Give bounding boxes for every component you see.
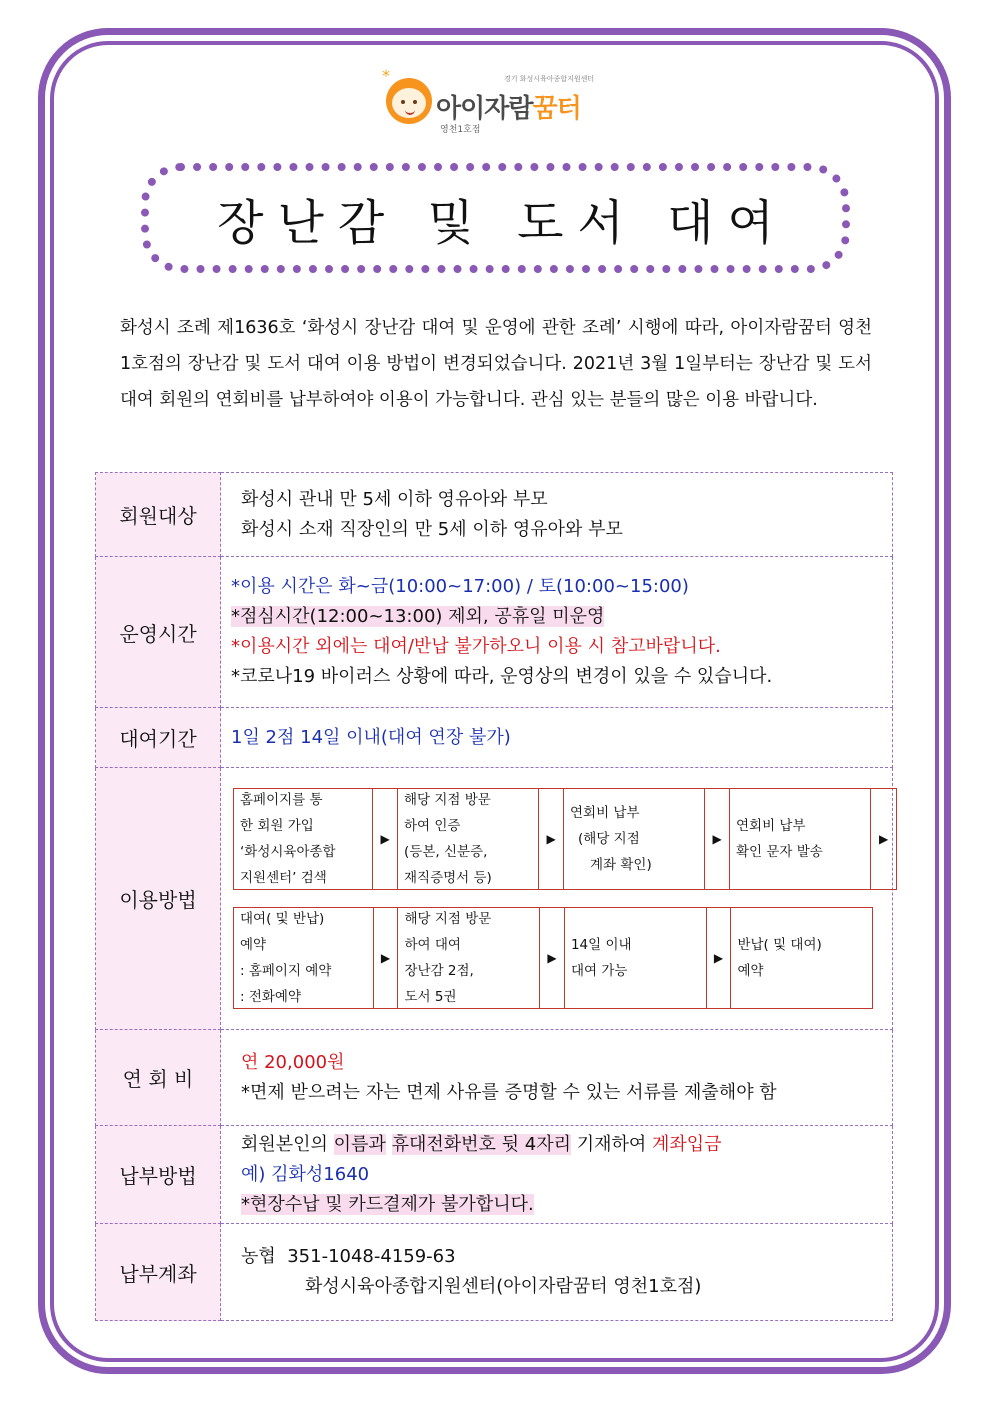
row-label: 연 회 비 bbox=[96, 1030, 221, 1126]
row-label: 이용방법 bbox=[96, 768, 221, 1030]
usage-cell bbox=[221, 768, 893, 1030]
flow-step: 연회비 납부 (해당 지점 계좌 확인) bbox=[570, 804, 652, 873]
hours-line: *코로나19 바이러스 상황에 따라, 운영상의 변경이 있을 수 있습니다. bbox=[231, 666, 773, 687]
flow-step: 해당 지점 방문 하여 인증 (등본, 신분증, 재직증명서 등) bbox=[404, 791, 492, 886]
arrow-icon: ▶ bbox=[704, 789, 730, 889]
flow-step: 홈페이지를 통 한 회원 가입 ‘화성시육아종합 지원센터’ 검색 bbox=[240, 791, 336, 886]
info-table bbox=[95, 472, 893, 1321]
logo-branch: 영천1호점 bbox=[440, 125, 481, 135]
arrow-icon: ▶ bbox=[870, 789, 896, 889]
payment-method-cell bbox=[221, 1126, 893, 1224]
table-row bbox=[96, 1030, 893, 1126]
flow-step: 대여( 및 반납) 예약 : 홈페이지 예약 : 전화예약 bbox=[240, 910, 332, 1005]
account-holder: 화성시육아종합지원센터(아이자람꿈터 영천1호점) bbox=[305, 1276, 702, 1297]
arrow-icon: ▶ bbox=[706, 908, 732, 1008]
payment-note: *현장수납 및 카드결제가 불가합니다. bbox=[241, 1193, 534, 1215]
row-label: 납부방법 bbox=[96, 1126, 221, 1224]
row-label: 납부계좌 bbox=[96, 1224, 221, 1321]
payment-method-line: 회원본인의 이름과 휴대전화번호 뒷 4자리 기재하여 계좌입금 bbox=[241, 1133, 722, 1155]
title-box bbox=[141, 163, 850, 273]
payment-example: 예) 김화성1640 bbox=[241, 1163, 370, 1185]
flow-row-1 bbox=[233, 788, 897, 890]
flow-step: 반납( 및 대여) 예약 bbox=[737, 936, 822, 979]
row-label: 운영시간 bbox=[96, 557, 221, 708]
arrow-icon: ▶ bbox=[372, 789, 398, 889]
members-cell bbox=[221, 473, 893, 557]
page-title: 장난감 및 도서 대여 bbox=[217, 194, 788, 251]
child-face-icon bbox=[386, 78, 432, 124]
members-line: 화성시 관내 만 5세 이하 영유아와 부모 bbox=[241, 488, 548, 510]
usage-flow bbox=[233, 783, 897, 1015]
table-row bbox=[96, 1224, 893, 1321]
logo-name: 아이자람꿈터 bbox=[436, 94, 581, 124]
table-row bbox=[96, 557, 893, 708]
flow-step: 14일 이내 대여 가능 bbox=[570, 936, 632, 979]
flow-row-2 bbox=[233, 907, 873, 1009]
hours-line: *점심시간(12:00~13:00) 제외, 공휴일 미운영 bbox=[231, 606, 605, 627]
logo bbox=[382, 68, 612, 138]
fee-amount: 연 20,000원 bbox=[241, 1051, 345, 1073]
account-number: 농협 351-1048-4159-63 bbox=[241, 1246, 456, 1267]
row-label: 대여기간 bbox=[96, 708, 221, 768]
period-cell: 1일 2점 14일 이내(대여 연장 불가) bbox=[221, 708, 893, 768]
table-row bbox=[96, 1126, 893, 1224]
members-line: 화성시 소재 직장인의 만 5세 이하 영유아와 부모 bbox=[241, 518, 623, 540]
arrow-icon: ▶ bbox=[373, 908, 399, 1008]
arrow-icon: ▶ bbox=[539, 908, 565, 1008]
flow-step: 연회비 납부 확인 문자 발송 bbox=[736, 817, 823, 860]
fee-cell bbox=[221, 1030, 893, 1126]
table-row bbox=[96, 768, 893, 1030]
flow-step: 해당 지점 방문 하여 대여 장난감 2점, 도서 5권 bbox=[404, 910, 492, 1005]
hours-warning: *이용시간 외에는 대여/반납 불가하오니 이용 시 참고바랍니다. bbox=[231, 636, 721, 657]
row-label: 회원대상 bbox=[96, 473, 221, 557]
fee-note: *면제 받으려는 자는 면제 사유를 증명할 수 있는 서류를 제출해야 함 bbox=[241, 1081, 777, 1103]
star-icon: * bbox=[382, 66, 390, 85]
arrow-icon: ▶ bbox=[538, 789, 564, 889]
table-row bbox=[96, 473, 893, 557]
hours-line: *이용 시간은 화~금(10:00~17:00) / 토(10:00~15:00) bbox=[231, 576, 689, 597]
hours-cell bbox=[221, 557, 893, 708]
table-row bbox=[96, 708, 893, 768]
account-cell bbox=[221, 1224, 893, 1321]
logo-org-text: 경기 화성시육아종합지원센터 bbox=[504, 75, 595, 83]
intro-paragraph: 화성시 조례 제1636호 ‘화성시 장난감 대여 및 운영에 관한 조례’ 시행에 따라, 아이자람꿈터 영천1호점의 장난감 및 도서 대여 이용 방법이 변경되었습니다. 2021년 3월 1일부터는 장난감 및 도서 대여 회원의 연회비를 납부하여야 이용이 가능합니다. 관심 있는 분들의 많은 이용 바랍니다. bbox=[120, 318, 872, 410]
